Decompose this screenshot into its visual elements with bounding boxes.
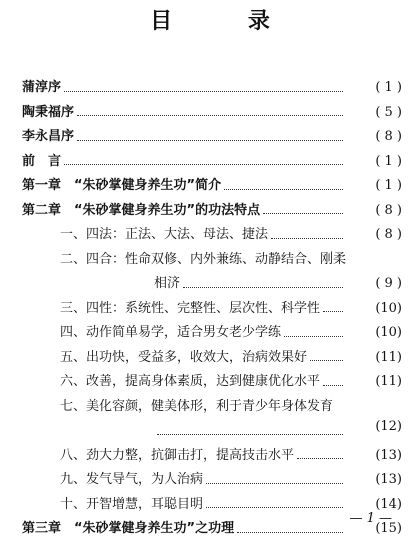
toc-entry [22, 419, 402, 444]
toc-entry-page: (13) [375, 447, 402, 463]
dot-leader [206, 483, 343, 484]
dot-leader [297, 458, 343, 459]
toc-entry [22, 395, 402, 420]
toc-entry-title: 第二章 “朱砂掌健身养生功”的功法特点 [22, 202, 261, 218]
toc-entry-page: (14) [375, 496, 402, 512]
dot-leader [64, 91, 343, 92]
toc-entry [22, 76, 402, 101]
toc-entry-page: (13) [375, 472, 402, 487]
dot-leader [64, 164, 343, 165]
dot-leader [271, 238, 343, 239]
toc-entry-title: 第三章 “朱砂掌健身养生功”之功理 [22, 521, 235, 536]
toc-entry-page: (15) [375, 521, 402, 536]
toc-entry-title: 蒲淳序 [22, 80, 62, 95]
toc-entry [22, 370, 402, 395]
toc-entry [22, 346, 402, 371]
toc-entry-page: ( 1 ) [375, 178, 402, 193]
toc-entry-title: 一、四法：正法、大法、母法、捷法 [60, 227, 269, 242]
toc-entry-page: ( 1 ) [375, 80, 402, 95]
toc-entry [22, 321, 402, 346]
toc-entry-page: (10) [375, 325, 402, 340]
dot-leader [77, 115, 343, 116]
toc-entry-page: ( 8 ) [375, 227, 402, 242]
toc-entry-title: 十、开智增慧，耳聪目明 [60, 496, 204, 512]
toc-entry-title: 相济 [154, 276, 181, 291]
toc-entry-page: ( 8 ) [375, 202, 402, 218]
toc-entry [22, 517, 402, 542]
dot-leader [323, 385, 343, 386]
toc-entry-title: 九、发气导气，为人治病 [60, 472, 204, 487]
toc-entry [22, 101, 402, 126]
toc-entry-page: ( 1 ) [375, 153, 402, 169]
toc-entry-title: 第一章 “朱砂掌健身养生功”简介 [22, 178, 222, 193]
dot-leader [310, 360, 343, 361]
dot-leader [323, 311, 343, 312]
toc-entry-page: ( 8 ) [375, 129, 402, 144]
toc-entry [22, 493, 402, 518]
toc-entry [22, 297, 402, 322]
dot-leader [224, 189, 343, 190]
toc-entry-page: ( 5 ) [375, 104, 402, 120]
page-title: 目 录 [150, 9, 304, 34]
toc-entry [22, 248, 402, 273]
toc-entry-page: (11) [375, 349, 402, 365]
dot-leader [263, 213, 343, 214]
toc-entry-title: 前 言 [22, 153, 62, 169]
toc-entry-title: 五、出功快，受益多，收效大，治病效果好 [60, 349, 308, 365]
toc-entry-page: ( 9 ) [375, 276, 402, 291]
toc-entry-title: 陶秉福序 [22, 104, 75, 120]
dot-leader [284, 336, 343, 337]
toc-entry-title: 三、四性：系统性、完整性、层次性、科学性 [60, 300, 321, 316]
dot-leader [77, 140, 343, 141]
toc-entry-title: 七、美化容颜，健美体形，利于青少年身体发育 [60, 398, 334, 414]
toc-entry [22, 125, 402, 150]
toc-entry-page: (10) [375, 300, 402, 316]
page-number-footer: — 1 — [349, 511, 392, 526]
table-of-contents [22, 76, 402, 542]
toc-entry [22, 444, 402, 469]
toc-entry [22, 174, 402, 199]
toc-entry [22, 199, 402, 224]
toc-entry [22, 223, 402, 248]
dot-leader [157, 434, 343, 435]
toc-entry-title: 八、劲大力整，抗御击打，提高技击水平 [60, 447, 295, 463]
toc-entry [22, 468, 402, 493]
toc-entry-page: (12) [375, 419, 402, 434]
dot-leader [206, 507, 343, 508]
toc-entry-title: 四、动作简单易学，适合男女老少学练 [60, 325, 282, 340]
toc-entry [22, 150, 402, 175]
toc-entry-title: 李永昌序 [22, 129, 75, 144]
toc-entry-title: 六、改善，提高身体素质，达到健康优化水平 [60, 374, 321, 389]
toc-entry-page: (11) [375, 374, 402, 389]
toc-entry-title: 二、四合：性命双修、内外兼练、动静结合、刚柔 [60, 251, 347, 267]
dot-leader [183, 287, 343, 288]
toc-entry [22, 272, 402, 297]
